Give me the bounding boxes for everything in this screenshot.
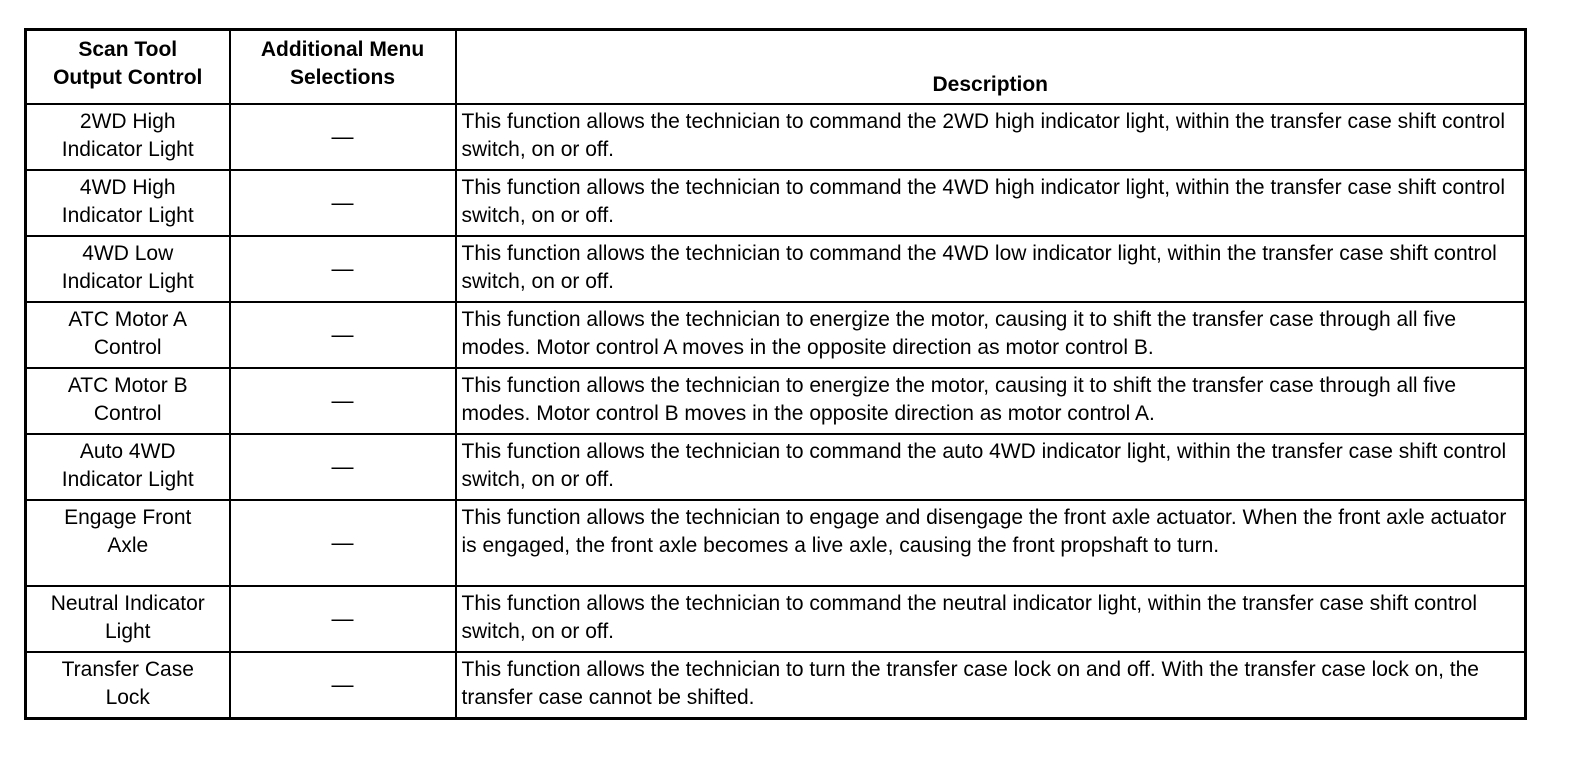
table-row <box>26 434 1526 500</box>
header-scan-tool-output-control <box>26 30 230 105</box>
additional-menu-cell: — <box>230 302 456 368</box>
output-control-line: Indicator Light <box>61 204 194 227</box>
output-control-line: ATC Motor B <box>67 374 188 397</box>
table-row <box>26 302 1526 368</box>
table-row <box>26 652 1526 718</box>
header-scan-tool-output-control-line1: Scan Tool <box>78 38 178 61</box>
output-control-cell <box>26 368 230 434</box>
description-cell: This function allows the technician to engage and disengage the front axle actuator. When the front axle actuator is engaged, the front axle becomes a live axle, causing the front propshaft to turn. <box>456 500 1526 586</box>
additional-menu-cell: — <box>230 652 456 718</box>
description-cell: This function allows the technician to energize the motor, causing it to shift the transfer case through all five modes. Motor control B moves in the opposite direction as motor control A. <box>456 368 1526 434</box>
description-cell: This function allows the technician to energize the motor, causing it to shift the transfer case through all five modes. Motor control A moves in the opposite direction as motor control B. <box>456 302 1526 368</box>
additional-menu-cell: — <box>230 170 456 236</box>
output-control-cell <box>26 170 230 236</box>
output-control-table <box>24 28 1527 720</box>
table-row <box>26 104 1526 170</box>
output-control-line: Transfer Case <box>61 658 194 681</box>
table-row <box>26 368 1526 434</box>
table-body <box>26 104 1526 718</box>
output-control-cell <box>26 434 230 500</box>
output-control-line: ATC Motor A <box>68 308 188 331</box>
output-control-line: Control <box>93 336 162 359</box>
header-row <box>26 30 1526 105</box>
output-control-line: Indicator Light <box>61 138 194 161</box>
description-cell: This function allows the technician to command the auto 4WD indicator light, within the transfer case shift control switch, on or off. <box>456 434 1526 500</box>
additional-menu-cell: — <box>230 500 456 586</box>
output-control-cell <box>26 104 230 170</box>
header-additional-menu-selections-line1: Additional Menu <box>260 38 425 61</box>
description-cell: This function allows the technician to command the neutral indicator light, within the transfer case shift control switch, on or off. <box>456 586 1526 652</box>
additional-menu-cell: — <box>230 236 456 302</box>
output-control-cell <box>26 652 230 718</box>
description-cell: This function allows the technician to command the 4WD low indicator light, within the transfer case shift control switch, on or off. <box>456 236 1526 302</box>
output-control-cell <box>26 236 230 302</box>
additional-menu-cell: — <box>230 368 456 434</box>
additional-menu-cell: — <box>230 104 456 170</box>
output-control-line: Neutral Indicator <box>50 592 205 615</box>
header-additional-menu-selections <box>230 30 456 105</box>
header-additional-menu-selections-line2: Selections <box>289 66 396 89</box>
description-cell: This function allows the technician to command the 4WD high indicator light, within the transfer case shift control switch, on or off. <box>456 170 1526 236</box>
output-control-line: Lock <box>105 686 150 709</box>
output-control-line: Control <box>93 402 162 425</box>
description-cell: This function allows the technician to command the 2WD high indicator light, within the transfer case shift control switch, on or off. <box>456 104 1526 170</box>
table-row <box>26 586 1526 652</box>
output-control-line: Auto 4WD <box>79 440 176 463</box>
additional-menu-cell: — <box>230 586 456 652</box>
output-control-line: 4WD Low <box>82 242 174 265</box>
table-row <box>26 236 1526 302</box>
output-control-line: Indicator Light <box>61 468 194 491</box>
additional-menu-cell: — <box>230 434 456 500</box>
description-cell: This function allows the technician to turn the transfer case lock on and off. With the transfer case lock on, the transfer case cannot be shifted. <box>456 652 1526 718</box>
header-scan-tool-output-control-line2: Output Control <box>53 66 203 89</box>
output-control-line: Engage Front <box>64 506 192 529</box>
output-control-line: Axle <box>107 534 149 557</box>
output-control-line: Light <box>104 620 151 643</box>
output-control-line: Indicator Light <box>61 270 194 293</box>
output-control-cell <box>26 302 230 368</box>
output-control-cell <box>26 500 230 586</box>
table-row <box>26 170 1526 236</box>
header-description: Description <box>456 30 1526 105</box>
output-control-line: 4WD High <box>79 176 176 199</box>
output-control-table-container <box>24 28 1524 720</box>
table-row <box>26 500 1526 586</box>
output-control-cell <box>26 586 230 652</box>
output-control-line: 2WD High <box>79 110 176 133</box>
